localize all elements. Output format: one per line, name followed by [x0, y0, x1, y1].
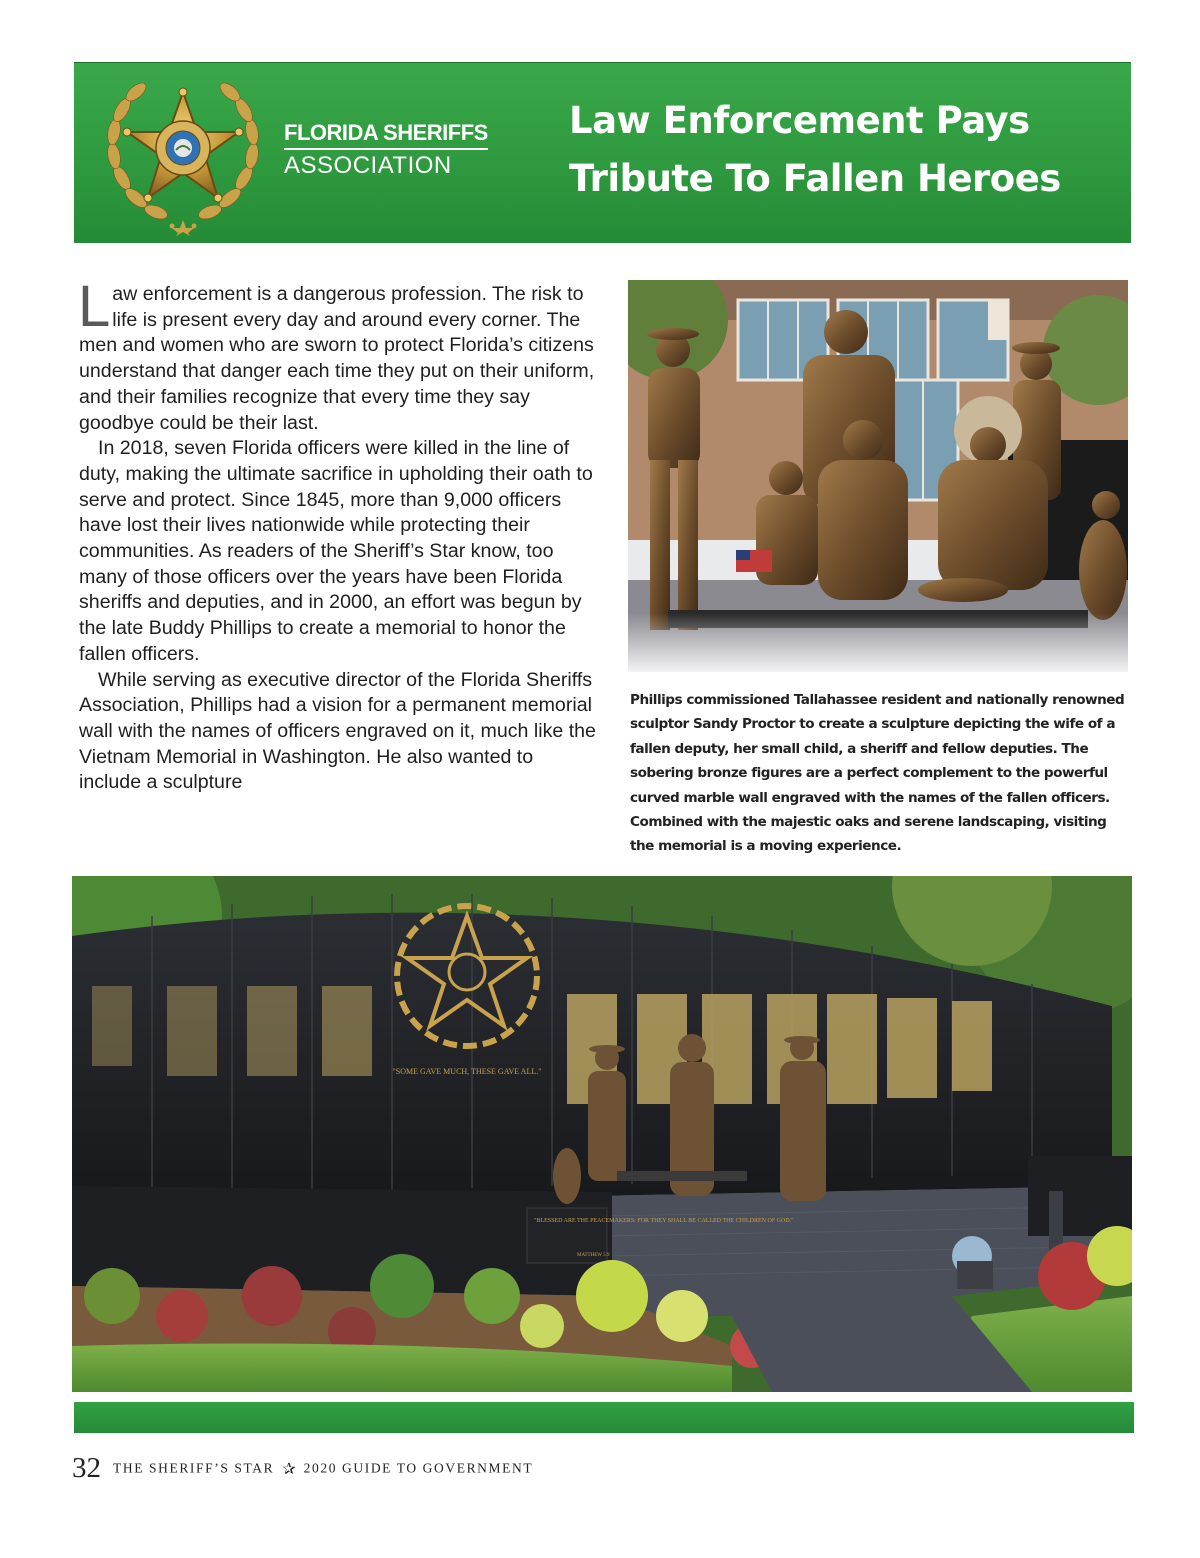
article-paragraph-2: In 2018, seven Florida officers were killed in the line of duty, making the ultimate sacrifice in upholding their oath to serve and protect. Since 1845, more than 9,000 officers have lost their lives nationwide while protecting their communities. As readers of the Sheriff’s Star know, too many of those officers over the years have been Florida sheriffs and deputies, and in 2000, an effort was begun by the late Buddy Phillips to create a memorial to honor the fallen officers.: [79, 437, 593, 665]
association-name-line2: ASSOCIATION: [284, 152, 452, 179]
article-paragraph-1-text: aw enforcement is a dangerous profession. The risk to life is present every day and around every corner. The men and women who are sworn to protect Florida’s citizens understand that danger each time they put on their uniform, and their families recognize that every time they say goodbye could be their last.: [79, 283, 595, 434]
association-name: [284, 122, 488, 178]
sheriffs-star-seal-icon: [100, 70, 266, 236]
star-separator-icon: ✰: [282, 1460, 296, 1478]
association-name-line1: FLORIDA SHERIFFS: [284, 120, 488, 145]
publication-name: THE SHERIFF’S STAR: [113, 1460, 275, 1476]
memorial-photo: [72, 876, 1132, 1392]
article-paragraph-3: While serving as executive director of the Florida Sheriffs Association, Phillips had a vision for a permanent memorial wall with the names of officers engraved on it, much like the Vietnam Memorial in Washington. He also wanted to include a sculpture: [79, 668, 596, 794]
edition-name: 2020 GUIDE TO GOVERNMENT: [303, 1460, 534, 1476]
article-paragraph-1: [78, 274, 599, 436]
article-body: [78, 274, 599, 796]
memorial-wall-image: [72, 876, 1132, 1392]
article-title: [569, 92, 1109, 208]
sculpture-photo: [628, 280, 1128, 672]
drop-cap: L: [78, 274, 111, 339]
association-divider: [284, 148, 488, 150]
article-title-line2: Tribute To Fallen Heroes: [569, 157, 1061, 200]
page-footer: [72, 1452, 533, 1482]
page-number: 32: [72, 1452, 101, 1484]
footer-bar: [74, 1402, 1134, 1433]
memorial-wall-quote: "SOME GAVE MUCH, THESE GAVE ALL.": [392, 1067, 542, 1076]
plaque-quote: "BLESSED ARE THE PEACEMAKERS: FOR THEY SHALL BE CALLED THE CHILDREN OF GOD.": [534, 1218, 794, 1224]
header-banner: [74, 62, 1131, 243]
photo-caption: Phillips commissioned Tallahassee resident and nationally renowned sculptor Sandy Proctor to create a sculpture depicting the wife of a fallen deputy, her small child, a sheriff and fellow deputies. The sobering bronze figures are a perfect complement to the powerful curved marble wall engraved with the names of the fallen officers. Combined with the majestic oaks and serene landscaping, visiting the memorial is a moving experience.: [630, 692, 1125, 855]
bronze-sculpture-image: [628, 280, 1128, 672]
article-title-line1: Law Enforcement Pays: [569, 99, 1030, 142]
plaque-reference: MATTHEW 5:9: [577, 1253, 610, 1258]
